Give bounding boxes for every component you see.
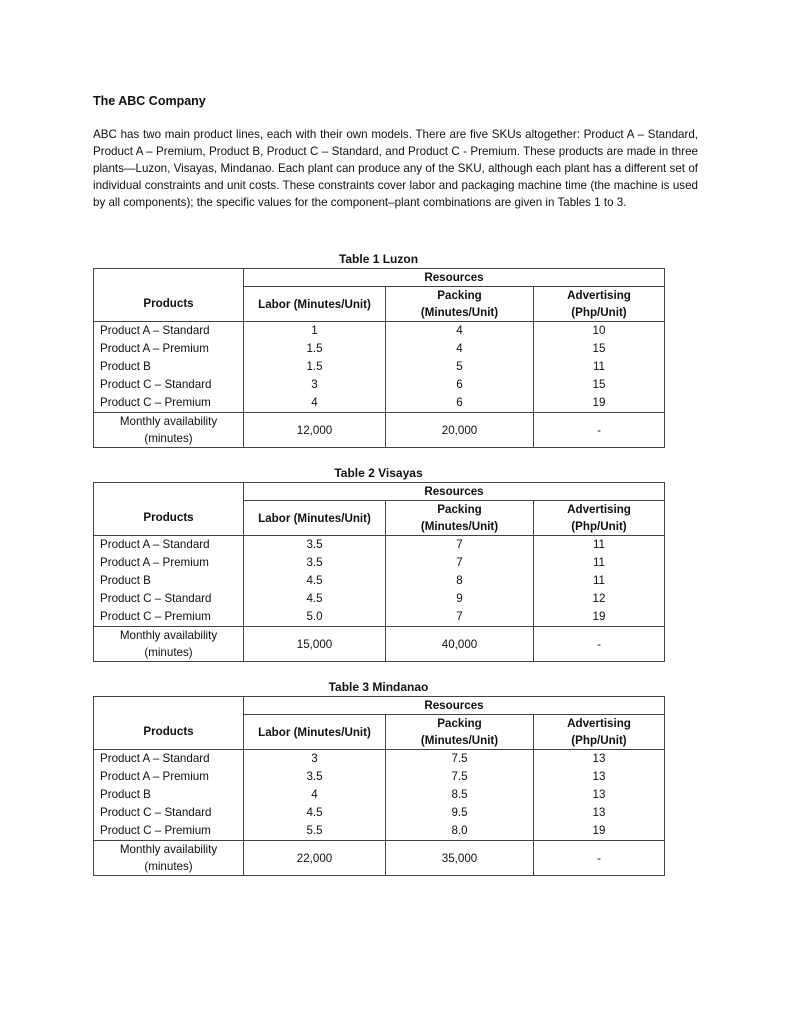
packing-header-line1: Packing xyxy=(437,503,482,516)
packing-cell: 9 xyxy=(386,590,534,608)
table-row xyxy=(94,536,665,555)
packing-cell: 7.5 xyxy=(386,768,534,786)
labor-cell: 3.5 xyxy=(244,768,386,786)
product-cell: Product C – Standard xyxy=(94,590,244,608)
availability-label-line2: (minutes) xyxy=(144,646,193,659)
labor-cell: 3 xyxy=(244,750,386,769)
packing-header xyxy=(386,501,534,536)
product-cell: Product B xyxy=(94,358,244,376)
table-row xyxy=(94,322,665,341)
packing-cell: 9.5 xyxy=(386,804,534,822)
labor-cell: 3 xyxy=(244,376,386,394)
table-row xyxy=(94,376,665,394)
packing-header xyxy=(386,287,534,322)
table-block-1 xyxy=(93,251,664,448)
availability-row xyxy=(94,841,665,876)
labor-cell: 4 xyxy=(244,394,386,413)
labor-cell: 3.5 xyxy=(244,536,386,555)
products-header: Products xyxy=(94,501,244,536)
table-caption: Table 1 Luzon xyxy=(338,252,419,266)
labor-cell: 1 xyxy=(244,322,386,341)
labor-cell: 4.5 xyxy=(244,804,386,822)
packing-cell: 8 xyxy=(386,572,534,590)
table-row xyxy=(94,608,665,627)
availability-label-line1: Monthly availability xyxy=(119,843,218,856)
advertising-cell: 11 xyxy=(534,536,665,555)
advertising-header-line2: (Php/Unit) xyxy=(571,520,627,533)
header-blank-cell xyxy=(94,269,244,287)
product-cell: Product C – Standard xyxy=(94,376,244,394)
advertising-cell: 13 xyxy=(534,750,665,769)
resource-table xyxy=(93,268,665,448)
advertising-cell: 12 xyxy=(534,590,665,608)
availability-packing-cell: 40,000 xyxy=(386,627,534,662)
product-cell: Product B xyxy=(94,786,244,804)
availability-label xyxy=(94,413,244,448)
labor-cell: 1.5 xyxy=(244,340,386,358)
product-cell: Product A – Premium xyxy=(94,768,244,786)
packing-cell: 5 xyxy=(386,358,534,376)
column-header-row xyxy=(94,501,665,536)
labor-header: Labor (Minutes/Unit) xyxy=(244,287,386,322)
labor-cell: 4.5 xyxy=(244,572,386,590)
labor-cell: 5.0 xyxy=(244,608,386,627)
product-cell: Product A – Premium xyxy=(94,340,244,358)
table-row xyxy=(94,822,665,841)
header-blank-cell xyxy=(94,697,244,715)
resources-header-row xyxy=(94,483,665,501)
availability-advertising-cell: - xyxy=(534,413,665,448)
table-row xyxy=(94,340,665,358)
table-block-2 xyxy=(93,465,664,662)
product-cell: Product C – Premium xyxy=(94,608,244,627)
advertising-cell: 13 xyxy=(534,768,665,786)
table-block-3 xyxy=(93,679,664,876)
advertising-header xyxy=(534,501,665,536)
availability-label-line2: (minutes) xyxy=(144,432,193,445)
packing-cell: 4 xyxy=(386,340,534,358)
document-title: The ABC Company xyxy=(93,94,206,108)
advertising-cell: 13 xyxy=(534,804,665,822)
table-row xyxy=(94,804,665,822)
availability-label-line1: Monthly availability xyxy=(119,415,218,428)
resource-table xyxy=(93,482,665,662)
availability-packing-cell: 20,000 xyxy=(386,413,534,448)
document-page xyxy=(93,92,698,211)
advertising-cell: 15 xyxy=(534,376,665,394)
advertising-cell: 19 xyxy=(534,608,665,627)
availability-label xyxy=(94,841,244,876)
advertising-header-line1: Advertising xyxy=(567,717,631,730)
availability-label-line1: Monthly availability xyxy=(119,629,218,642)
availability-labor-cell: 22,000 xyxy=(244,841,386,876)
advertising-header-line2: (Php/Unit) xyxy=(571,306,627,319)
product-cell: Product C – Standard xyxy=(94,804,244,822)
product-cell: Product A – Standard xyxy=(94,750,244,769)
advertising-cell: 19 xyxy=(534,822,665,841)
advertising-cell: 15 xyxy=(534,340,665,358)
packing-cell: 7.5 xyxy=(386,750,534,769)
resources-header: Resources xyxy=(244,483,665,501)
product-cell: Product A – Standard xyxy=(94,322,244,341)
table-row xyxy=(94,358,665,376)
availability-label-line2: (minutes) xyxy=(144,860,193,873)
resources-header: Resources xyxy=(244,697,665,715)
intro-paragraph: ABC has two main product lines, each with their own models. There are five SKUs altogether: Product A – Standard, Product A – Premium, Product B, Product C – Standard, and Product C - Premium. These products are made in three plants—Luzon, Visayas, Mindanao. Each plant can produce any of the SKU, although each plant has a different set of individual constraints and unit costs. These constraints cover labor and packaging machine time (the machine is used by all components); the specific values for the component–plant combinations are given in Tables 1 to 3. xyxy=(93,128,698,210)
resource-table xyxy=(93,696,665,876)
advertising-cell: 19 xyxy=(534,394,665,413)
resources-header: Resources xyxy=(244,269,665,287)
labor-cell: 3.5 xyxy=(244,554,386,572)
table-row xyxy=(94,590,665,608)
labor-cell: 4.5 xyxy=(244,590,386,608)
table-row xyxy=(94,750,665,769)
packing-header-line1: Packing xyxy=(437,289,482,302)
labor-cell: 5.5 xyxy=(244,822,386,841)
table-row xyxy=(94,768,665,786)
labor-cell: 4 xyxy=(244,786,386,804)
advertising-header-line2: (Php/Unit) xyxy=(571,734,627,747)
packing-header-line2: (Minutes/Unit) xyxy=(420,734,499,747)
advertising-cell: 11 xyxy=(534,554,665,572)
advertising-cell: 13 xyxy=(534,786,665,804)
packing-cell: 4 xyxy=(386,322,534,341)
product-cell: Product C – Premium xyxy=(94,394,244,413)
table-caption: Table 2 Visayas xyxy=(334,466,423,480)
product-cell: Product B xyxy=(94,572,244,590)
availability-row xyxy=(94,627,665,662)
advertising-header-line1: Advertising xyxy=(567,503,631,516)
packing-cell: 6 xyxy=(386,394,534,413)
products-header: Products xyxy=(94,715,244,750)
advertising-cell: 11 xyxy=(534,358,665,376)
availability-advertising-cell: - xyxy=(534,627,665,662)
column-header-row xyxy=(94,715,665,750)
product-cell: Product C – Premium xyxy=(94,822,244,841)
packing-cell: 7 xyxy=(386,536,534,555)
table-caption: Table 3 Mindanao xyxy=(328,680,429,694)
header-blank-cell xyxy=(94,483,244,501)
packing-cell: 7 xyxy=(386,608,534,627)
table-row xyxy=(94,554,665,572)
resources-header-row xyxy=(94,697,665,715)
packing-cell: 7 xyxy=(386,554,534,572)
advertising-cell: 11 xyxy=(534,572,665,590)
packing-header-line2: (Minutes/Unit) xyxy=(420,306,499,319)
table-row xyxy=(94,394,665,413)
availability-row xyxy=(94,413,665,448)
labor-header: Labor (Minutes/Unit) xyxy=(244,501,386,536)
packing-cell: 8.0 xyxy=(386,822,534,841)
advertising-header xyxy=(534,287,665,322)
products-header: Products xyxy=(94,287,244,322)
packing-header xyxy=(386,715,534,750)
packing-header-line2: (Minutes/Unit) xyxy=(420,520,499,533)
packing-cell: 8.5 xyxy=(386,786,534,804)
product-cell: Product A – Premium xyxy=(94,554,244,572)
labor-cell: 1.5 xyxy=(244,358,386,376)
availability-advertising-cell: - xyxy=(534,841,665,876)
labor-header: Labor (Minutes/Unit) xyxy=(244,715,386,750)
availability-packing-cell: 35,000 xyxy=(386,841,534,876)
advertising-cell: 10 xyxy=(534,322,665,341)
product-cell: Product A – Standard xyxy=(94,536,244,555)
table-row xyxy=(94,572,665,590)
availability-labor-cell: 15,000 xyxy=(244,627,386,662)
table-row xyxy=(94,786,665,804)
advertising-header xyxy=(534,715,665,750)
availability-label xyxy=(94,627,244,662)
column-header-row xyxy=(94,287,665,322)
availability-labor-cell: 12,000 xyxy=(244,413,386,448)
resources-header-row xyxy=(94,269,665,287)
advertising-header-line1: Advertising xyxy=(567,289,631,302)
packing-cell: 6 xyxy=(386,376,534,394)
packing-header-line1: Packing xyxy=(437,717,482,730)
